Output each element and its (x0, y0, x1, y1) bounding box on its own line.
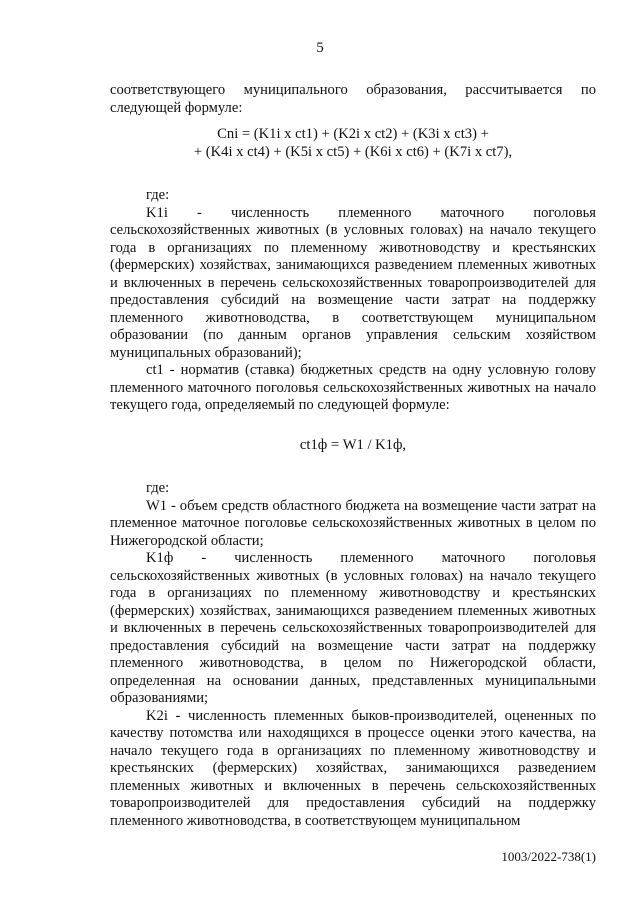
page-number: 5 (316, 40, 324, 56)
definition-k1i: K1i - численность племенного маточного поголовья сельскохозяйственных животных (в условных головах) на начало текущего года в организациях по племенному животноводству и крестьянских (фермерских) хозяйствах, занимающихся разведением племенных животных и включенных в перечень сельскохозяйственных товаропроизводителей для предоставления субсидий на возмещение части затрат на поддержку племенного животноводства, в соответствующем муниципальном образовании (по данным органов управления сельским хозяйством муниципальных образований); (110, 204, 596, 361)
document-code: 1003/2022-738(1) (501, 849, 596, 864)
definition-k1f: K1ф - численность племенного маточного поголовья сельскохозяйственных животных (в условных головах) на начало текущего года в организациях по племенному животноводству и крестьянских (фермерских) хозяйствах, занимающихся разведением племенных животных и включенных в перечень сельскохозяйственных товаропроизводителей для предоставления субсидий на возмещение части затрат на поддержку племенного животноводства, в целом по Нижегородской области, определенная на основании данных, представленных муниципальными образованиями; (110, 550, 596, 706)
intro-paragraph: соответствующего муниципального образования, рассчитывается по следующей формуле: (110, 82, 596, 116)
definition-ct1: ct1 - норматив (ставка) бюджетных средств на одну условную голову племенного маточного поголовья сельскохозяйственных животных на начало текущего года, определяемый по следующей формуле: (110, 362, 596, 413)
definition-w1: W1 - объем средств областного бюджета на возмещение части затрат на племенное маточное поголовье сельскохозяйственных животных в целом по Нижегородской области; (110, 497, 596, 549)
formula-cni-line1: Cni = (K1i x ct1) + (K2i x ct2) + (K3i x ct3) + (217, 126, 489, 142)
document-body (110, 82, 596, 830)
where-label-1: где: (146, 187, 170, 203)
formula-ct1f: ct1ф = W1 / K1ф, (299, 436, 407, 453)
where-label-2: где: (146, 480, 170, 496)
formula-cni-line2: + (K4i x ct4) + (K5i x ct5) + (K6i x ct6) + (K7i x ct7), (193, 143, 513, 160)
definition-k2i: K2i - численность племенных быков-производителей, оцененных по качеству потомства или находящихся в процессе оценки этого качества, на начало текущего года в организациях по племенному животноводству и крестьянских (фермерских) хозяйствах, занимающихся разведением племенных животных и включенных в перечень сельскохозяйственных товаропроизводителей для предоставления субсидий на поддержку племенного животноводства, в соответствующем муниципальном (110, 707, 596, 829)
